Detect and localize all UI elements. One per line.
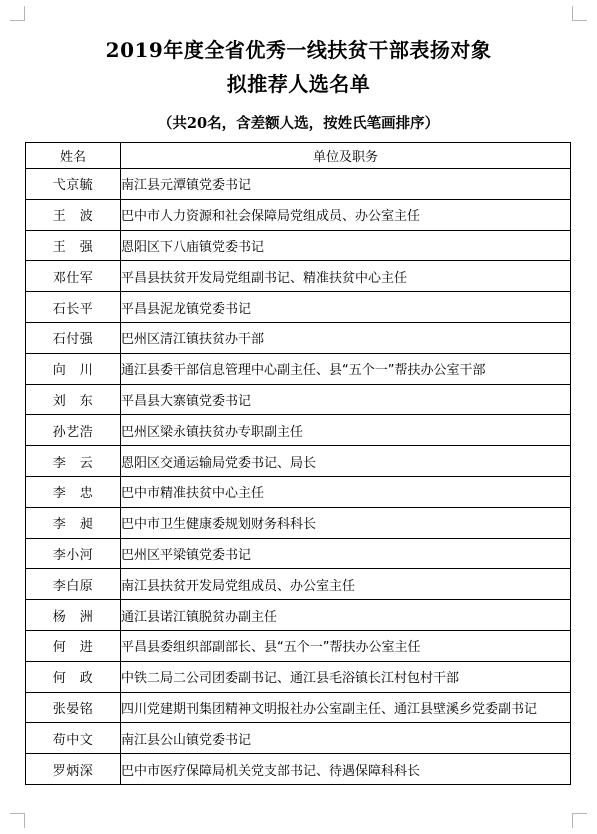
position-cell: 平昌县委组织部副部长、县“五个一”帮扶办公室主任: [121, 630, 571, 661]
position-cell: 巴中市人力资源和社会保障局党组成员、办公室主任: [121, 199, 571, 230]
position-cell: 南江县公山镇党委书记: [121, 723, 571, 754]
position-cell: 通江县诺江镇脱贫办副主任: [121, 600, 571, 631]
crop-mark-bottom-left: [10, 813, 25, 828]
name-cell: 刘 东: [26, 384, 121, 415]
table-row: [26, 415, 571, 446]
position-cell: 通江县委干部信息管理中心副主任、县“五个一”帮扶办公室干部: [121, 353, 571, 384]
table-row: [26, 754, 571, 785]
table-row: [26, 322, 571, 353]
table-row: [26, 630, 571, 661]
table-row: [26, 261, 571, 292]
position-cell: 平昌县泥龙镇党委书记: [121, 292, 571, 323]
position-cell: 恩阳区交通运输局党委书记、局长: [121, 446, 571, 477]
position-cell: 巴中市卫生健康委规划财务科科长: [121, 507, 571, 538]
table-row: [26, 723, 571, 754]
position-cell: 中铁二局二公司团委副书记、通江县毛浴镇长江村包村干部: [121, 661, 571, 692]
name-cell: 李 忠: [26, 476, 121, 507]
name-cell: 弋京毓: [26, 169, 121, 200]
table-row: [26, 353, 571, 384]
name-column-header: 姓名: [26, 143, 121, 169]
name-cell: 苟中文: [26, 723, 121, 754]
name-cell: 杨 洲: [26, 600, 121, 631]
table-row: [26, 230, 571, 261]
nominee-table: [25, 142, 571, 785]
document-title-line1: 2019年度全省优秀一线扶贫干部表扬对象: [105, 38, 492, 62]
position-cell: 巴州区清江镇扶贫办干部: [121, 322, 571, 353]
document-subtitle: （共20名，含差额人选，按姓氏笔画排序）: [157, 115, 440, 132]
name-cell: 向 川: [26, 353, 121, 384]
name-cell: 罗炳深: [26, 754, 121, 785]
position-cell: 平昌县大寨镇党委书记: [121, 384, 571, 415]
table-row: [26, 661, 571, 692]
position-cell: 平昌县扶贫开发局党组副书记、精准扶贫中心主任: [121, 261, 571, 292]
name-cell: 李小河: [26, 538, 121, 569]
position-cell: 巴州区梁永镇扶贫办专职副主任: [121, 415, 571, 446]
name-cell: 石长平: [26, 292, 121, 323]
name-cell: 王 波: [26, 199, 121, 230]
table-header-row: [26, 143, 571, 169]
name-cell: 石付强: [26, 322, 121, 353]
name-cell: 王 强: [26, 230, 121, 261]
position-cell: 巴中市医疗保障局机关党支部书记、待遇保障科科长: [121, 754, 571, 785]
table-row: [26, 384, 571, 415]
table-row: [26, 476, 571, 507]
table-row: [26, 199, 571, 230]
name-cell: 张晏铭: [26, 692, 121, 723]
table-row: [26, 569, 571, 600]
name-cell: 邓仕军: [26, 261, 121, 292]
name-cell: 李 云: [26, 446, 121, 477]
table-row: [26, 692, 571, 723]
document-title-line2: 拟推荐人选名单: [226, 72, 371, 96]
table-row: [26, 446, 571, 477]
table-row: [26, 292, 571, 323]
name-cell: 何 进: [26, 630, 121, 661]
crop-mark-bottom-right: [572, 813, 587, 828]
position-cell: 四川党建期刊集团精神文明报社办公室副主任、通江县壁溪乡党委副书记: [121, 692, 571, 723]
position-cell: 巴中市精准扶贫中心主任: [121, 476, 571, 507]
position-cell: 巴州区平梁镇党委书记: [121, 538, 571, 569]
position-column-header: 单位及职务: [121, 143, 571, 169]
table-row: [26, 507, 571, 538]
name-cell: 何 政: [26, 661, 121, 692]
crop-mark-top-left: [10, 6, 25, 21]
table-row: [26, 538, 571, 569]
name-cell: 李白原: [26, 569, 121, 600]
position-cell: 恩阳区下八庙镇党委书记: [121, 230, 571, 261]
table-row: [26, 600, 571, 631]
position-cell: 南江县扶贫开发局党组成员、办公室主任: [121, 569, 571, 600]
name-cell: 孙艺浩: [26, 415, 121, 446]
table-row: [26, 169, 571, 200]
position-cell: 南江县元潭镇党委书记: [121, 169, 571, 200]
crop-mark-top-right: [572, 6, 587, 21]
name-cell: 李 昶: [26, 507, 121, 538]
